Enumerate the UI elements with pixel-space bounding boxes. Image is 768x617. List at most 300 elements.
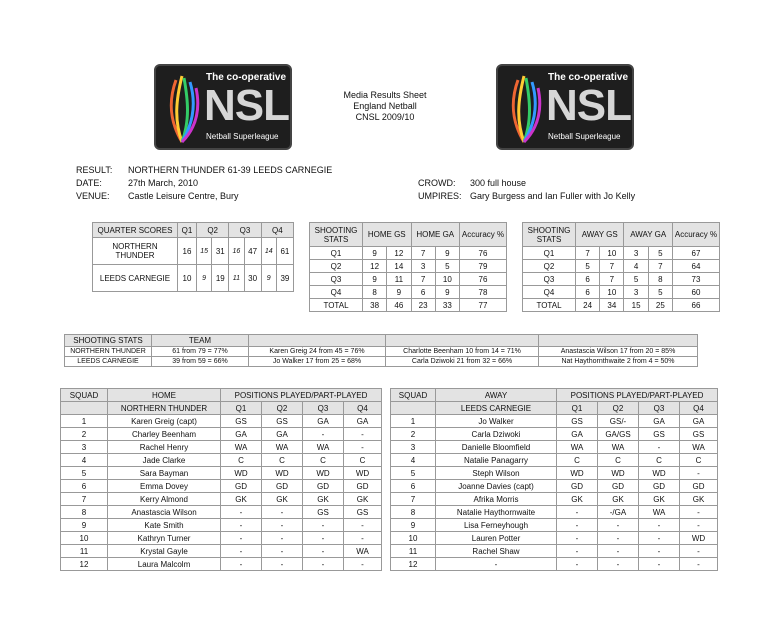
player-name: Charley Beenham — [108, 428, 221, 441]
squad-number: 2 — [61, 428, 108, 441]
quarter-cell: Q4 — [310, 286, 363, 299]
position-cell: - — [598, 558, 639, 571]
player-name: Jade Clarke — [108, 454, 221, 467]
squad-number: 10 — [61, 532, 108, 545]
player-name: Steph Wilson — [436, 467, 557, 480]
table-row — [310, 299, 507, 312]
table-row — [61, 519, 382, 532]
position-cell: GA — [557, 428, 598, 441]
position-cell: GS — [557, 415, 598, 428]
position-cell: GK — [639, 493, 680, 506]
home-squad-table — [60, 388, 382, 571]
stat-cell: 3 — [624, 286, 648, 299]
player-name: Natalie Haythornwaite — [436, 506, 557, 519]
table-row — [61, 441, 382, 454]
player-name: Afrika Morris — [436, 493, 557, 506]
position-cell: C — [344, 454, 382, 467]
player-stat: Jo Walker 17 from 25 = 68% — [249, 357, 386, 367]
q2-header: Q2 — [197, 223, 229, 238]
stat-cell: 46 — [387, 299, 411, 312]
position-cell: GA — [639, 415, 680, 428]
stat-cell: 8 — [363, 286, 387, 299]
player-name: Kathryn Turner — [108, 532, 221, 545]
position-cell: - — [680, 519, 718, 532]
position-cell: - — [680, 467, 718, 480]
stat-cell: 24 — [576, 299, 600, 312]
squad-number: 8 — [61, 506, 108, 519]
position-cell: WA — [557, 441, 598, 454]
positions-header: POSITIONS PLAYED/PART-PLAYED — [557, 389, 718, 402]
position-cell: -/GA — [598, 506, 639, 519]
score-cell: 39 — [276, 265, 293, 292]
table-row — [391, 545, 718, 558]
table-row — [65, 347, 698, 357]
player-name: Kerry Almond — [108, 493, 221, 506]
player-name: Karen Greig (capt) — [108, 415, 221, 428]
position-cell: GK — [221, 493, 262, 506]
team-shooting-table — [64, 334, 698, 367]
q2-header: Q2 — [262, 402, 303, 415]
team-name: LEEDS CARNEGIE — [65, 357, 152, 367]
score-cell: 19 — [212, 265, 229, 292]
shooting-stats-header: SHOOTING STATS — [310, 223, 363, 247]
player-name: Krystal Gayle — [108, 545, 221, 558]
quarter-scores-table — [92, 222, 294, 292]
position-cell: - — [221, 532, 262, 545]
position-cell: - — [221, 506, 262, 519]
date-label: DATE: — [76, 178, 102, 188]
position-cell: GS — [680, 428, 718, 441]
squad-number: 1 — [391, 415, 436, 428]
position-cell: GS — [221, 415, 262, 428]
squad-number: 9 — [61, 519, 108, 532]
player-name: Joanne Davies (capt) — [436, 480, 557, 493]
away-team-name: LEEDS CARNEGIE — [436, 402, 557, 415]
table-row — [61, 558, 382, 571]
umpires-value: Gary Burgess and Ian Fuller with Jo Kelly — [470, 191, 636, 201]
flame-icon — [162, 72, 202, 146]
position-cell: GD — [680, 480, 718, 493]
table-row — [61, 428, 382, 441]
away-gs-header: AWAY GS — [576, 223, 624, 247]
table-row — [61, 532, 382, 545]
squad-number: 6 — [391, 480, 436, 493]
table-row — [310, 273, 507, 286]
stat-cell: 14 — [387, 260, 411, 273]
stat-cell: 64 — [673, 260, 720, 273]
position-cell: - — [303, 532, 344, 545]
stat-cell: 7 — [600, 273, 624, 286]
quarter-cell: Q2 — [523, 260, 576, 273]
player-name: Anastascia Wilson — [108, 506, 221, 519]
player-name: Rachel Henry — [108, 441, 221, 454]
squad-number: 4 — [61, 454, 108, 467]
score-cell: 31 — [212, 238, 229, 265]
position-cell: WD — [680, 532, 718, 545]
position-cell: GK — [680, 493, 718, 506]
player-name: Danielle Bloomfield — [436, 441, 557, 454]
position-cell: WD — [344, 467, 382, 480]
squad-number: 3 — [61, 441, 108, 454]
table-row — [310, 247, 507, 260]
position-cell: - — [557, 506, 598, 519]
squad-number: 7 — [391, 493, 436, 506]
score-cell: 9 — [197, 265, 212, 292]
stat-cell: 5 — [624, 273, 648, 286]
accuracy-header: Accuracy % — [673, 223, 720, 247]
position-cell: - — [344, 519, 382, 532]
home-shooting-table — [309, 222, 507, 312]
squad-number: 7 — [61, 493, 108, 506]
player-name: Lauren Potter — [436, 532, 557, 545]
stat-cell: 25 — [648, 299, 672, 312]
q1-header: Q1 — [178, 223, 197, 238]
stat-cell: 11 — [387, 273, 411, 286]
stat-cell: 7 — [411, 247, 435, 260]
table-row — [391, 519, 718, 532]
quarter-cell: Q3 — [310, 273, 363, 286]
logo-coop-text: The co-operative — [206, 72, 287, 83]
stat-cell: 79 — [460, 260, 507, 273]
stat-cell: 8 — [648, 273, 672, 286]
squad-header: SQUAD — [61, 389, 108, 402]
table-row — [61, 415, 382, 428]
table-row — [391, 454, 718, 467]
table-row — [523, 247, 720, 260]
quarter-cell: Q2 — [310, 260, 363, 273]
home-gs-header: HOME GS — [363, 223, 412, 247]
player-stat: Karen Greig 24 from 45 = 76% — [249, 347, 386, 357]
q3-header: Q3 — [303, 402, 344, 415]
position-cell: - — [680, 506, 718, 519]
position-cell: - — [639, 532, 680, 545]
position-cell: - — [557, 532, 598, 545]
player-name: Jo Walker — [436, 415, 557, 428]
score-cell: 11 — [229, 265, 244, 292]
stat-cell: 6 — [576, 286, 600, 299]
away-ga-header: AWAY GA — [624, 223, 673, 247]
position-cell: GA — [221, 428, 262, 441]
player-name: Sara Bayman — [108, 467, 221, 480]
table-row — [391, 493, 718, 506]
stat-cell: 4 — [624, 260, 648, 273]
table-row — [391, 428, 718, 441]
position-cell: GA — [262, 428, 303, 441]
stat-cell: 7 — [576, 247, 600, 260]
score-cell: 30 — [244, 265, 261, 292]
stat-cell: 7 — [648, 260, 672, 273]
stat-cell: 33 — [435, 299, 459, 312]
table-row — [391, 441, 718, 454]
player-name: Lisa Ferneyhough — [436, 519, 557, 532]
result-label: RESULT: — [76, 165, 113, 175]
score-cell: 16 — [229, 238, 244, 265]
table-row — [61, 454, 382, 467]
position-cell: WA — [680, 441, 718, 454]
stat-cell: 76 — [460, 247, 507, 260]
q4-header: Q4 — [344, 402, 382, 415]
position-cell: GS — [639, 428, 680, 441]
table-row — [93, 265, 294, 292]
table-row — [65, 357, 698, 367]
stat-cell: 3 — [624, 247, 648, 260]
position-cell: GD — [344, 480, 382, 493]
position-cell: GK — [598, 493, 639, 506]
position-cell: WD — [557, 467, 598, 480]
position-cell: - — [639, 558, 680, 571]
position-cell: GS — [303, 506, 344, 519]
position-cell: - — [344, 532, 382, 545]
score-cell: 61 — [276, 238, 293, 265]
player-name: Laura Malcolm — [108, 558, 221, 571]
position-cell: C — [557, 454, 598, 467]
position-cell: - — [639, 519, 680, 532]
squad-number: 2 — [391, 428, 436, 441]
header-line-1: Media Results Sheet — [343, 90, 427, 100]
position-cell: GS — [262, 415, 303, 428]
position-cell: - — [262, 532, 303, 545]
stat-cell: 67 — [673, 247, 720, 260]
team-total: 61 from 79 = 77% — [152, 347, 249, 357]
venue-value: Castle Leisure Centre, Bury — [128, 191, 239, 201]
squad-number: 1 — [61, 415, 108, 428]
table-row — [61, 467, 382, 480]
table-row — [391, 558, 718, 571]
q3-header: Q3 — [229, 223, 261, 238]
player-name: Kate Smith — [108, 519, 221, 532]
position-cell: GA — [680, 415, 718, 428]
table-row — [61, 506, 382, 519]
score-cell: 10 — [178, 265, 197, 292]
stat-cell: 5 — [648, 286, 672, 299]
position-cell: GK — [262, 493, 303, 506]
position-cell: C — [262, 454, 303, 467]
header-line-3: CNSL 2009/10 — [355, 112, 415, 122]
date-value: 27th March, 2010 — [128, 178, 199, 188]
position-cell: GK — [557, 493, 598, 506]
q3-header: Q3 — [639, 402, 680, 415]
logo-nsl-text: NSL — [204, 81, 289, 130]
position-cell: WD — [598, 467, 639, 480]
squad-number: 9 — [391, 519, 436, 532]
stat-cell: 9 — [363, 273, 387, 286]
position-cell: - — [557, 519, 598, 532]
stat-cell: 78 — [460, 286, 507, 299]
position-cell: - — [598, 545, 639, 558]
umpires-label: UMPIRES: — [418, 191, 462, 201]
player-name: Carla Dziwoki — [436, 428, 557, 441]
position-cell: C — [680, 454, 718, 467]
team-name: LEEDS CARNEGIE — [93, 265, 178, 292]
quarter-cell: Q4 — [523, 286, 576, 299]
logo-sub-text: Netball Superleague — [206, 132, 279, 141]
score-cell: 16 — [178, 238, 197, 265]
quarter-scores-header: QUARTER SCORES — [93, 223, 178, 238]
table-row — [391, 415, 718, 428]
result-value: NORTHERN THUNDER 61-39 LEEDS CARNEGIE — [128, 165, 333, 175]
position-cell: - — [262, 519, 303, 532]
position-cell: WD — [303, 467, 344, 480]
table-row — [61, 493, 382, 506]
position-cell: - — [639, 545, 680, 558]
stat-cell: 15 — [624, 299, 648, 312]
stat-cell: 60 — [673, 286, 720, 299]
position-cell: GS — [344, 506, 382, 519]
q1-header: Q1 — [221, 402, 262, 415]
position-cell: GD — [557, 480, 598, 493]
score-cell: 47 — [244, 238, 261, 265]
stat-cell: 38 — [363, 299, 387, 312]
position-cell: - — [221, 545, 262, 558]
header-line-2: England Netball — [353, 101, 417, 111]
shooting-stats-header: SHOOTING STATS — [523, 223, 576, 247]
squad-number: 3 — [391, 441, 436, 454]
venue-label: VENUE: — [76, 191, 110, 201]
position-cell: - — [680, 545, 718, 558]
position-cell: - — [303, 519, 344, 532]
table-row — [61, 480, 382, 493]
q1-header: Q1 — [557, 402, 598, 415]
position-cell: - — [344, 428, 382, 441]
table-row — [391, 467, 718, 480]
position-cell: - — [262, 558, 303, 571]
position-cell: C — [639, 454, 680, 467]
position-cell: - — [221, 558, 262, 571]
position-cell: GD — [221, 480, 262, 493]
document-header — [310, 90, 460, 123]
position-cell: GD — [639, 480, 680, 493]
stat-cell: 34 — [600, 299, 624, 312]
stat-cell: 23 — [411, 299, 435, 312]
table-row — [523, 286, 720, 299]
stat-cell: 76 — [460, 273, 507, 286]
player-name: Emma Dovey — [108, 480, 221, 493]
logo-nsl-text: NSL — [546, 81, 631, 130]
table-row — [391, 480, 718, 493]
position-cell: C — [303, 454, 344, 467]
logo-coop-text: The co-operative — [548, 72, 629, 83]
stat-cell: 73 — [673, 273, 720, 286]
position-cell: WD — [262, 467, 303, 480]
position-cell: - — [598, 532, 639, 545]
position-cell: - — [344, 441, 382, 454]
nsl-logo-left — [154, 64, 292, 150]
squad-number: 11 — [61, 545, 108, 558]
stat-cell: 7 — [411, 273, 435, 286]
stat-cell: 5 — [648, 247, 672, 260]
position-cell: WA — [303, 441, 344, 454]
squad-number: 10 — [391, 532, 436, 545]
away-shooting-table — [522, 222, 720, 312]
position-cell: - — [262, 506, 303, 519]
position-cell: - — [598, 519, 639, 532]
table-row — [523, 260, 720, 273]
position-cell: GA/GS — [598, 428, 639, 441]
logo-sub-text: Netball Superleague — [548, 132, 621, 141]
player-name: - — [436, 558, 557, 571]
stat-cell: 66 — [673, 299, 720, 312]
squad-number: 12 — [61, 558, 108, 571]
crowd-value: 300 full house — [470, 178, 527, 188]
q4-header: Q4 — [680, 402, 718, 415]
crowd-label: CROWD: — [418, 178, 456, 188]
stat-cell: 6 — [411, 286, 435, 299]
stat-cell: 9 — [363, 247, 387, 260]
position-cell: WA — [639, 506, 680, 519]
stat-cell: 12 — [387, 247, 411, 260]
squad-number: 5 — [391, 467, 436, 480]
position-cell: GD — [303, 480, 344, 493]
position-cell: GK — [303, 493, 344, 506]
player-stat: Carla Dziwoki 21 from 32 = 66% — [386, 357, 539, 367]
stat-cell: 10 — [600, 286, 624, 299]
squad-number: 5 — [61, 467, 108, 480]
position-cell: WD — [639, 467, 680, 480]
score-cell: 15 — [197, 238, 212, 265]
table-row — [391, 506, 718, 519]
score-cell: 14 — [261, 238, 276, 265]
position-cell: - — [557, 545, 598, 558]
stat-cell: 12 — [363, 260, 387, 273]
position-cell: - — [303, 558, 344, 571]
stat-cell: 7 — [600, 260, 624, 273]
position-cell: - — [344, 558, 382, 571]
stat-cell: 5 — [576, 260, 600, 273]
squad-number: 12 — [391, 558, 436, 571]
stat-cell: 10 — [435, 273, 459, 286]
position-cell: GA — [344, 415, 382, 428]
stat-cell: 77 — [460, 299, 507, 312]
table-row — [93, 238, 294, 265]
home-header: HOME — [108, 389, 221, 402]
player-name: Natalie Panagarry — [436, 454, 557, 467]
q4-header: Q4 — [261, 223, 293, 238]
player-stat: Anastascia Wilson 17 from 20 = 85% — [539, 347, 698, 357]
position-cell: GA — [303, 415, 344, 428]
quarter-cell: Q3 — [523, 273, 576, 286]
stat-cell: 9 — [435, 247, 459, 260]
table-row — [61, 545, 382, 558]
table-row — [391, 532, 718, 545]
table-row — [523, 299, 720, 312]
quarter-cell: Q1 — [523, 247, 576, 260]
score-cell: 9 — [261, 265, 276, 292]
squad-number: 4 — [391, 454, 436, 467]
team-total: 39 from 59 = 66% — [152, 357, 249, 367]
table-row — [310, 260, 507, 273]
position-cell: GD — [598, 480, 639, 493]
stat-cell: 6 — [576, 273, 600, 286]
position-cell: GS/- — [598, 415, 639, 428]
player-name: Rachel Shaw — [436, 545, 557, 558]
squad-header: SQUAD — [391, 389, 436, 402]
table-row — [523, 273, 720, 286]
position-cell: - — [639, 441, 680, 454]
team-header: TEAM — [152, 335, 249, 347]
flame-icon — [504, 72, 544, 146]
team-name: NORTHERN THUNDER — [65, 347, 152, 357]
position-cell: C — [598, 454, 639, 467]
position-cell: WA — [344, 545, 382, 558]
position-cell: GK — [344, 493, 382, 506]
position-cell: C — [221, 454, 262, 467]
position-cell: - — [303, 428, 344, 441]
position-cell: WA — [262, 441, 303, 454]
squad-number: 6 — [61, 480, 108, 493]
accuracy-header: Accuracy % — [460, 223, 507, 247]
stat-cell: 9 — [387, 286, 411, 299]
position-cell: - — [221, 519, 262, 532]
